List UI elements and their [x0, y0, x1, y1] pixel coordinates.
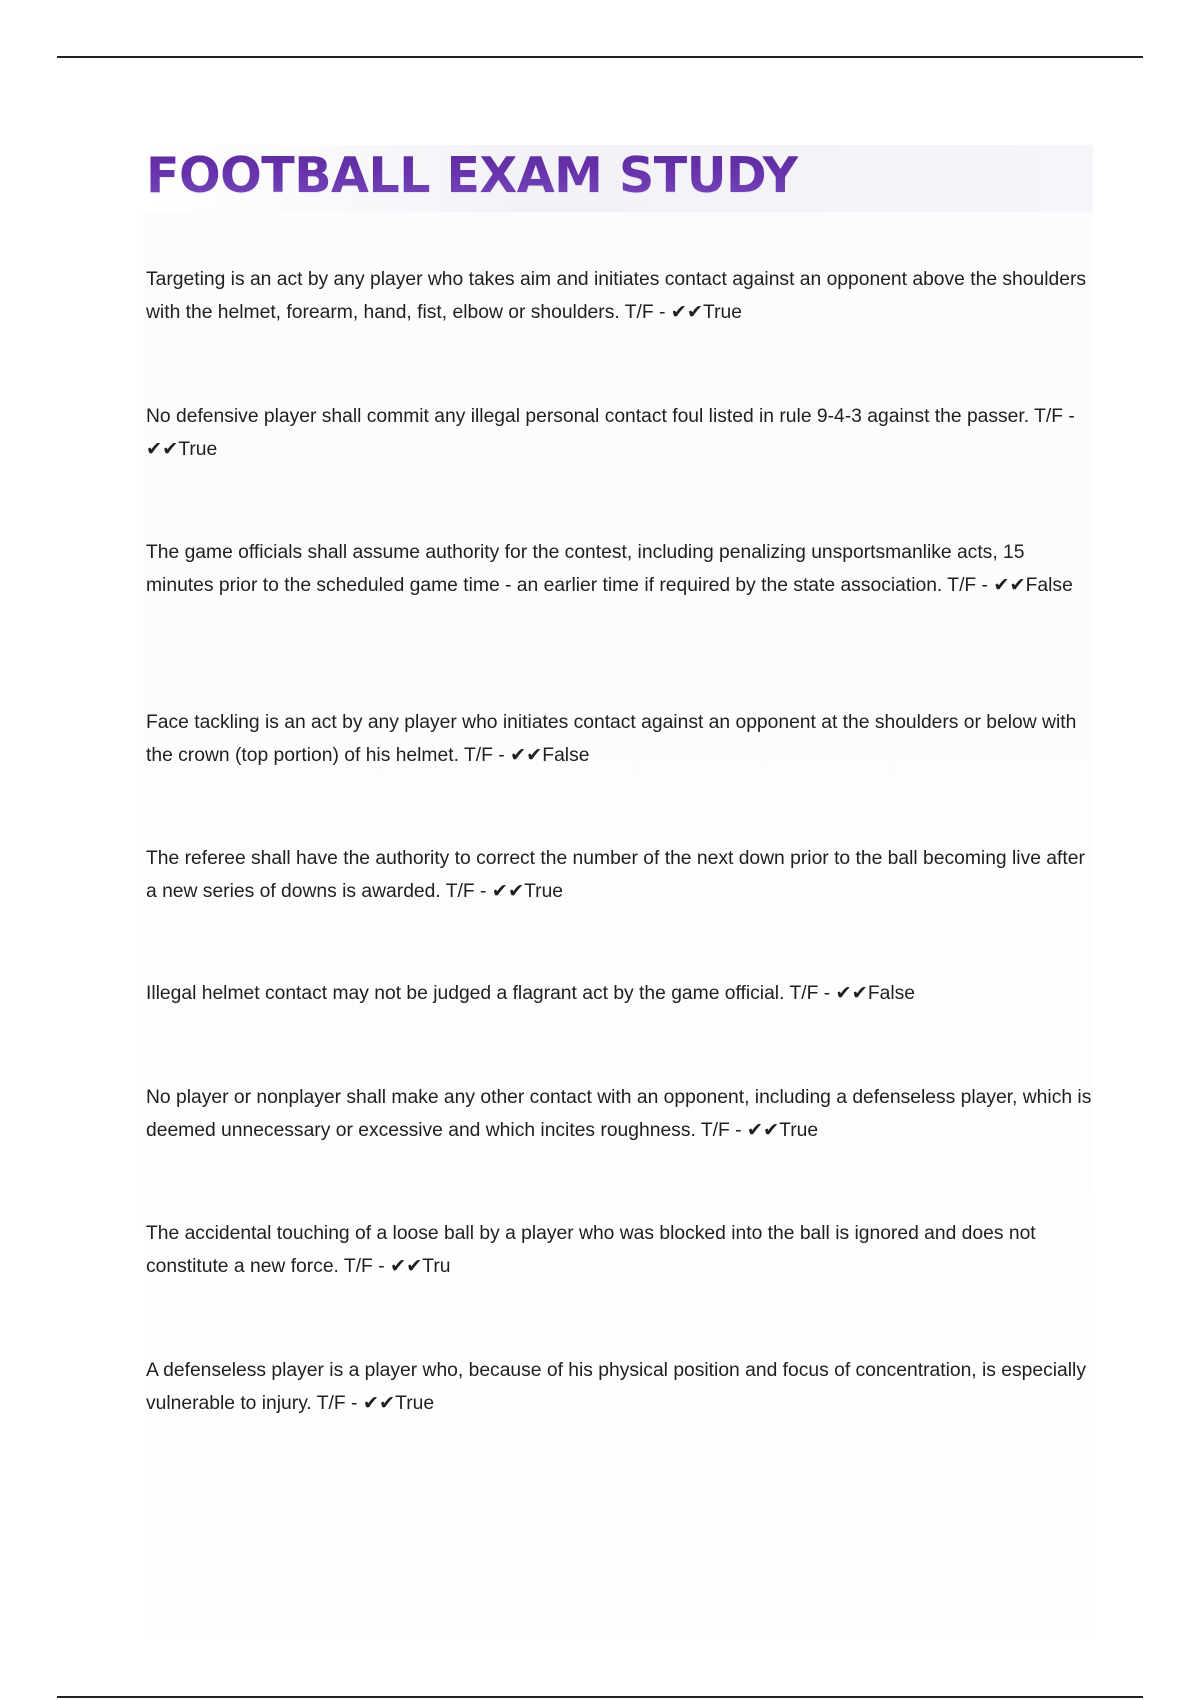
question-item: The referee shall have the authority to correct the number of the next down prior to the ball becoming live after a new series of downs is awarded. T/F - ✔✔True: [146, 848, 1085, 902]
document-title: FOOTBALL EXAM STUDY: [146, 147, 798, 204]
question-item: Targeting is an act by any player who takes aim and initiates contact against an opponent above the shoulders with the helmet, forearm, hand, fist, elbow or shoulders. T/F - ✔✔True: [146, 269, 1087, 323]
question-item: No defensive player shall commit any illegal personal contact foul listed in rule 9-4-3 against the passer. T/F - ✔✔True: [146, 406, 1075, 460]
footer-rule: [57, 1696, 1143, 1698]
question-item: A defenseless player is a player who, because of his physical position and focus of concentration, is especially vulnerable to injury. T/F - ✔✔True: [146, 1360, 1086, 1414]
question-item: The accidental touching of a loose ball by a player who was blocked into the ball is ignored and does not constitute a new force. T/F - ✔✔Tru: [146, 1223, 1036, 1277]
content-background: [143, 145, 1093, 1700]
question-item: Face tackling is an act by any player who initiates contact against an opponent at the shoulders or below with the crown (top portion) of his helmet. T/F - ✔✔False: [146, 712, 1077, 766]
question-item: No player or nonplayer shall make any other contact with an opponent, including a defenseless player, which is deemed unnecessary or excessive and which incites roughness. T/F - ✔✔True: [146, 1087, 1092, 1141]
header-rule: [57, 56, 1143, 58]
question-item: The game officials shall assume authority for the contest, including penalizing unsportsmanlike acts, 15 minutes prior to the scheduled game time - an earlier time if required by the state association. T/F - ✔✔False: [146, 542, 1073, 596]
question-item: Illegal helmet contact may not be judged a flagrant act by the game official. T/F - ✔✔False: [146, 983, 915, 1004]
